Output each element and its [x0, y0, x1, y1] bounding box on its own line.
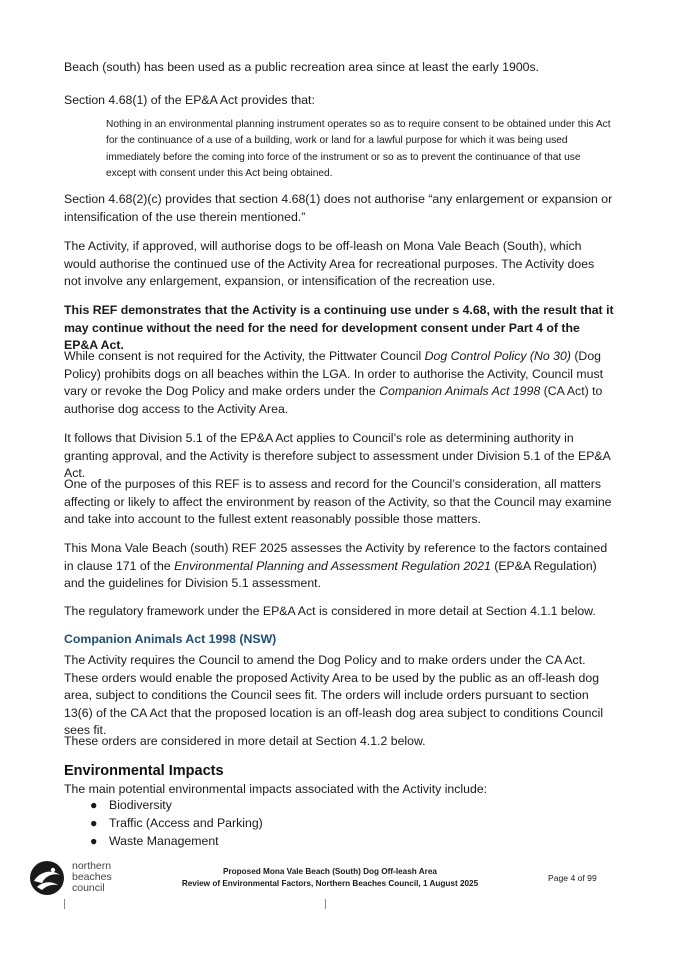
- italic-title: Environmental Planning and Assessment Regulation 2021: [174, 558, 491, 573]
- list-item-text: Traffic (Access and Parking): [109, 816, 263, 830]
- footer-line-2: Review of Environmental Factors, Northern Beaches Council, 1 August 2025: [181, 879, 479, 888]
- section-heading: Companion Animals Act 1998 (NSW): [64, 632, 277, 646]
- bullet-dot-icon: ●: [90, 816, 98, 830]
- logo-line: council: [72, 882, 105, 894]
- bold-paragraph: This REF demonstrates that the Activity is a continuing use under s 4.68, with the result that it may continue without the need for the need for development consent under Part 4 of the EP&A Act.: [64, 303, 614, 352]
- logo-line: beaches: [72, 871, 112, 883]
- logo-wordmark: [72, 861, 112, 894]
- block-quote: Nothing in an environmental planning instrument operates so as to require consent to be obtained under this Act for the continuance of a use of a building, work or land for a lawful purpose for which it was being used immediately before the coming into force of the instrument or so as to prevent the continuance of that use except with consent under this Act being obtained.: [106, 119, 611, 180]
- list-item: [64, 814, 263, 832]
- logo-line: northern: [72, 860, 112, 872]
- list-item: [64, 796, 263, 814]
- italic-title: Companion Animals Act 1998: [379, 384, 541, 398]
- footer-title: [160, 866, 500, 890]
- paragraph: [64, 540, 614, 593]
- bullet-list: [64, 796, 263, 850]
- bullet-dot-icon: ●: [90, 834, 98, 848]
- paragraph: The main potential environmental impacts associated with the Activity include:: [64, 782, 488, 796]
- bullet-dot-icon: ●: [90, 798, 98, 812]
- paragraph: Beach (south) has been used as a public recreation area since at least the early 1900s.: [64, 60, 540, 74]
- text: While consent is not required for the Activity, the Pittwater Council: [64, 349, 425, 363]
- text: (EP&A Regulation) and the guidelines for Division 5.1 assessment.: [64, 558, 597, 590]
- text: This Mona Vale Beach (south) REF 2025 assesses the Activity by reference to the factors contained in clause 171 of the: [64, 541, 608, 573]
- paragraph: One of the purposes of this REF is to assess and record for the Council’s consideration, all matters affecting or likely to affect the environment by reason of the Activity, so that the Council may examine and take into account to the fullest extent reasonably possible those matters.: [64, 477, 612, 526]
- italic-title: Dog Control Policy (No 30): [424, 349, 571, 363]
- list-item: [64, 832, 263, 850]
- paragraph: The regulatory framework under the EP&A Act is considered in more detail at Section 4.1.1 below.: [64, 604, 596, 618]
- footer-line-1: Proposed Mona Vale Beach (South) Dog Off-leash Area: [223, 867, 437, 876]
- paragraph: Section 4.68(1) of the EP&A Act provides that:: [64, 93, 315, 107]
- text: (CA Act) to authorise dog access to the Activity Area.: [64, 384, 603, 416]
- northern-beaches-council-logo-icon: [28, 859, 66, 897]
- paragraph: The Activity requires the Council to amend the Dog Policy and to make orders under the CA Act. These orders would enable the proposed Activity Area to be used by the public as an off-leash dog area, subject to conditions the Council sees fit. The orders will include orders pursuant to section 13(6) of the CA Act that the proposed location is an off-leash dog area subject to conditions Council sees fit.: [64, 653, 604, 737]
- list-item-text: Biodiversity: [109, 798, 172, 812]
- paragraph: The Activity, if approved, will authorise dogs to be off-leash on Mona Vale Beach (South), which would authorise the continued use of the Activity Area for recreational purposes. The Activity does not involve any enlargement, expansion, or intensification of the recreation use.: [64, 239, 595, 288]
- paragraph: Section 4.68(2)(c) provides that section 4.68(1) does not authorise “any enlargement or expansion or intensification of the use therein mentioned.”: [64, 192, 613, 224]
- list-item-text: Waste Management: [109, 834, 219, 848]
- paragraph: These orders are considered in more detail at Section 4.1.2 below.: [64, 734, 426, 748]
- paragraph: It follows that Division 5.1 of the EP&A Act applies to Council’s role as determining authority in granting approval, and the Activity is therefore subject to assessment under Division 5.1 of the EP&A Act.: [64, 431, 611, 480]
- page-number: Page 4 of 99: [548, 873, 597, 883]
- footer-divider: [64, 899, 65, 909]
- footer-divider: [325, 899, 326, 909]
- text: (Dog Policy) prohibits dogs on all beaches within the LGA. In order to authorise the Activity, Council must vary or revoke the Dog Policy and make orders under the: [64, 349, 604, 398]
- paragraph: [64, 348, 614, 418]
- section-heading: Environmental Impacts: [64, 763, 224, 779]
